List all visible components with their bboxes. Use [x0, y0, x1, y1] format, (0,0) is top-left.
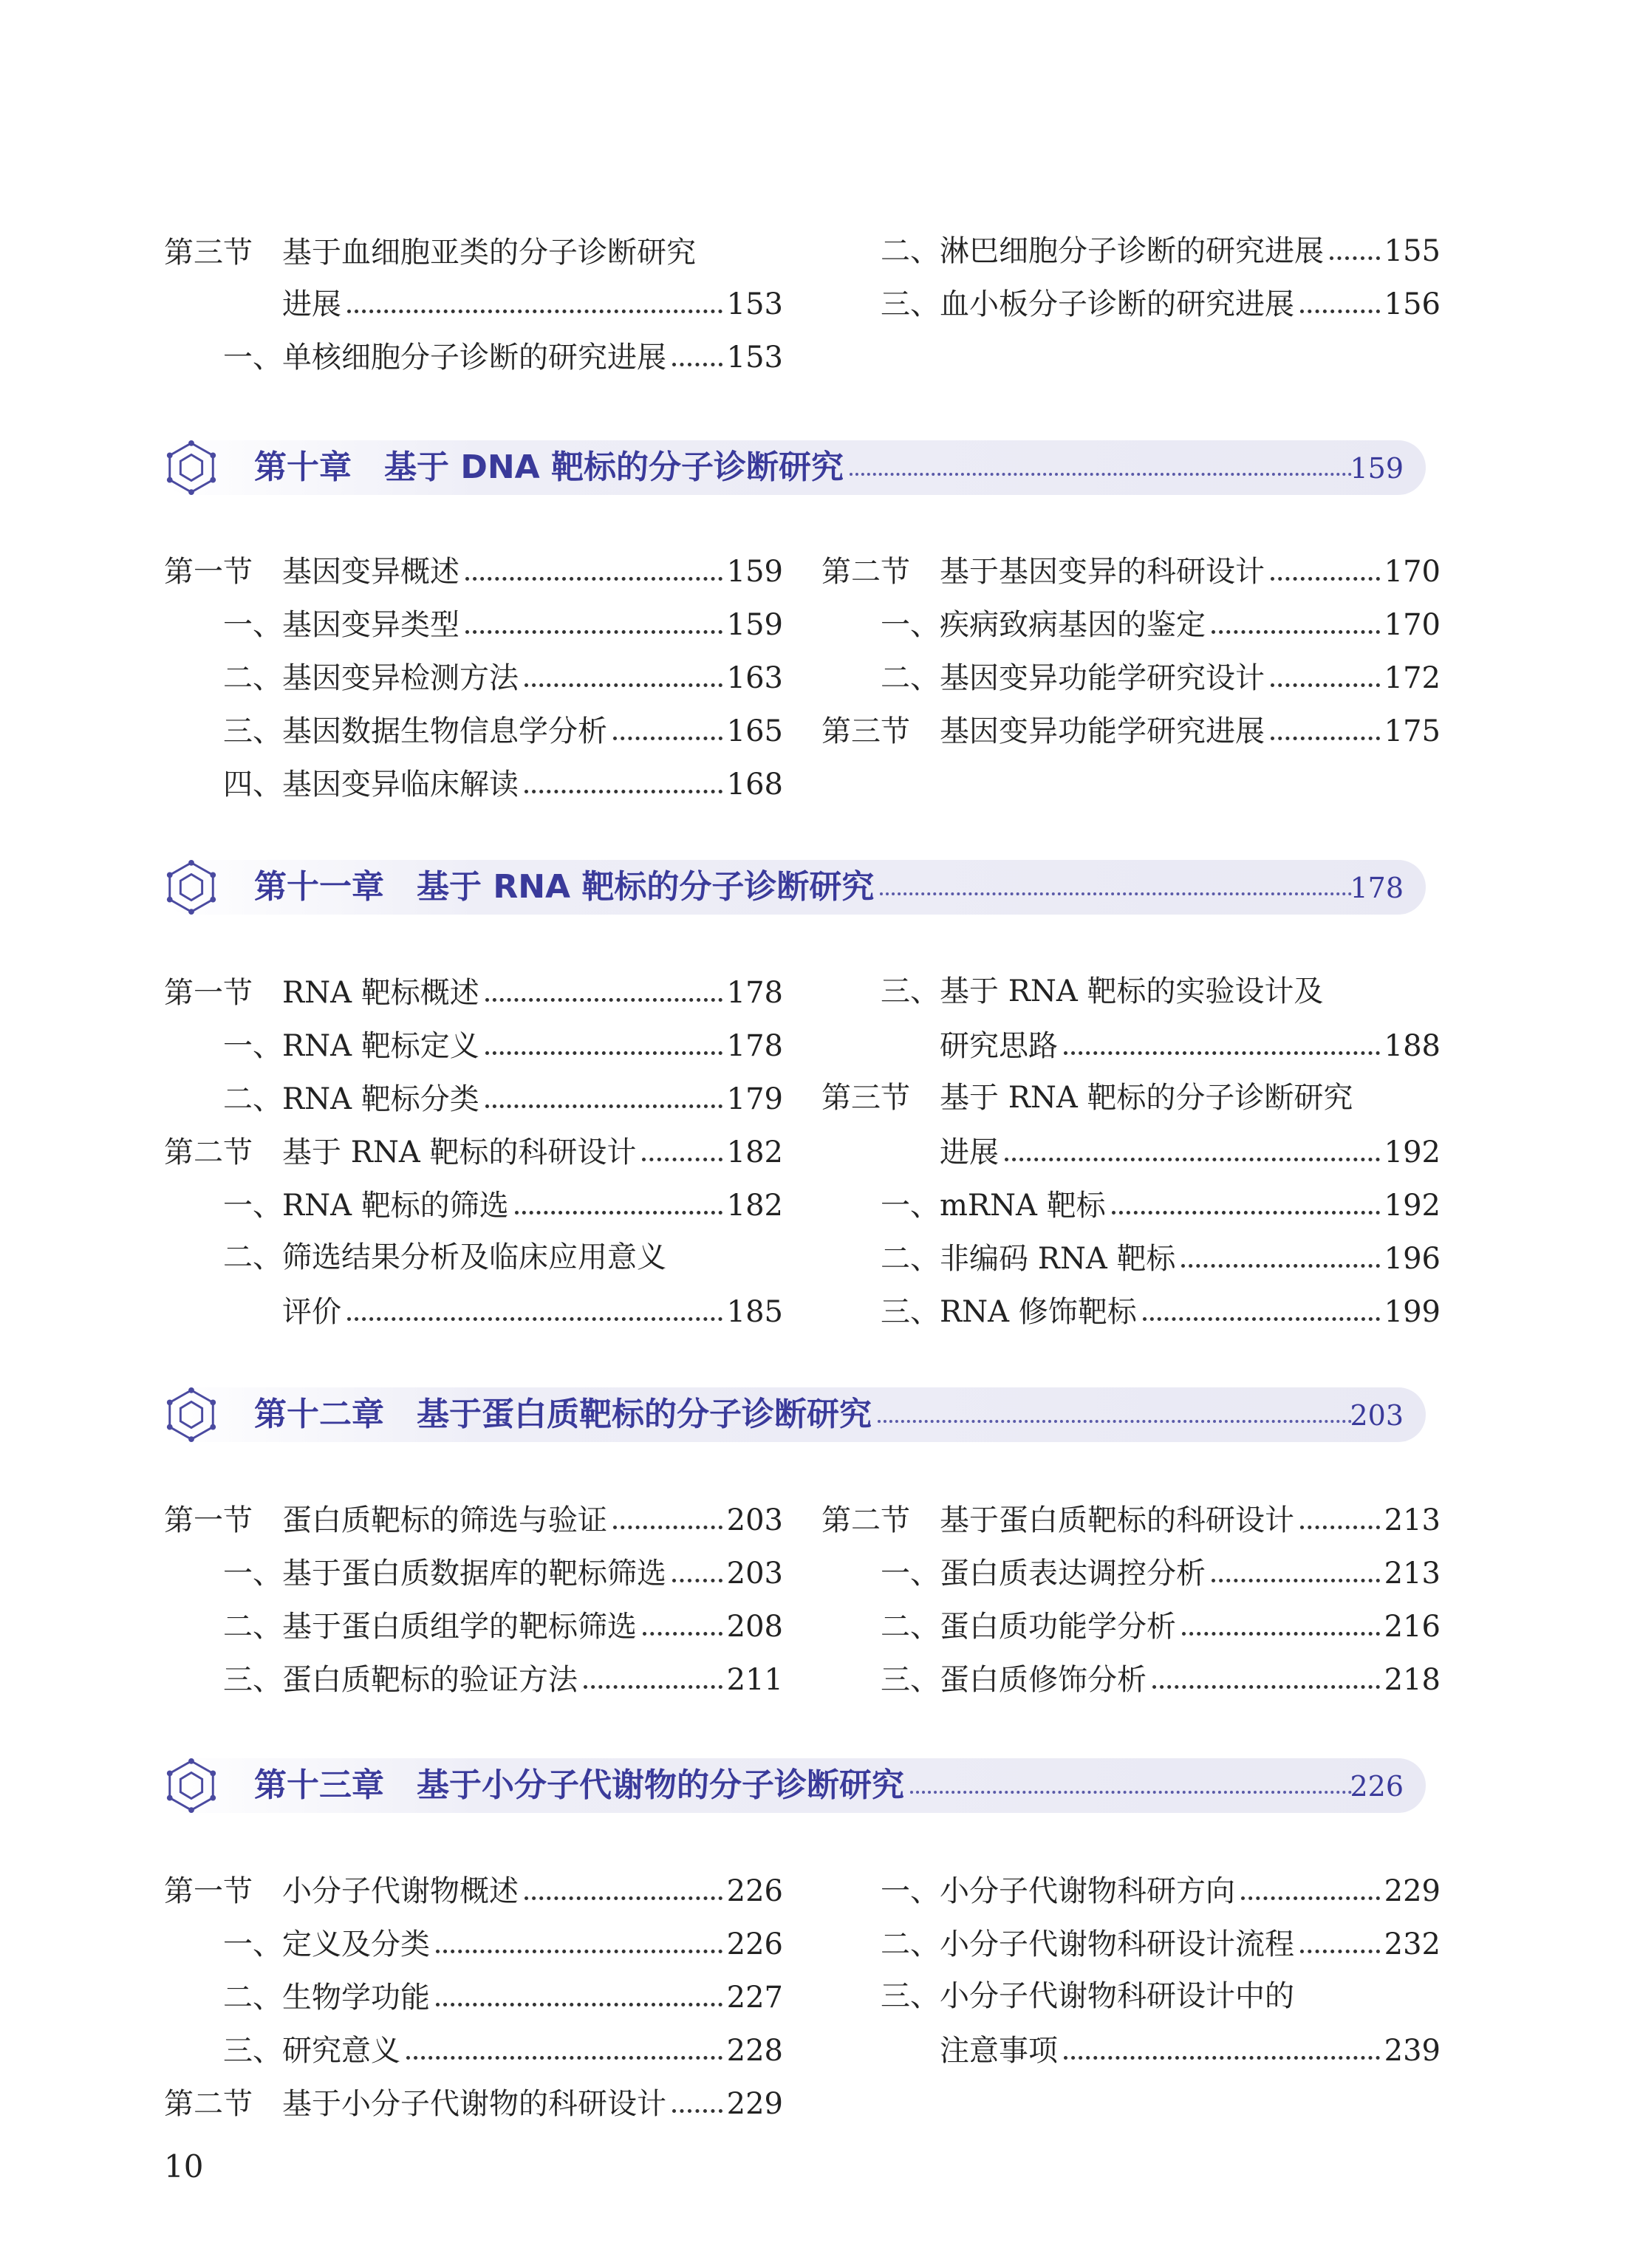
toc-entry-text: 第一节 RNA 靶标概述 [164, 976, 479, 1010]
toc-entry[interactable] [940, 1127, 1441, 1172]
toc-entry-text: 二、小分子代谢物科研设计流程 [881, 1927, 1294, 1961]
toc-entry[interactable] [223, 706, 783, 751]
toc-entry-text: 三、蛋白质靶标的验证方法 [223, 1663, 578, 1697]
leader-dots [1241, 1896, 1380, 1900]
hexagon-network-icon [163, 858, 220, 916]
toc-entry-text: 一、定义及分类 [223, 1927, 430, 1961]
toc-entry-text: 二、非编码 RNA 靶标 [881, 1242, 1176, 1276]
toc-entry[interactable] [881, 226, 1441, 270]
toc-page: 165 [726, 714, 783, 748]
toc-entry-text[interactable]: 二、筛选结果分析及临床应用意义 [223, 1240, 666, 1274]
toc-section-title[interactable]: 第三节 基于血细胞亚类的分子诊断研究 [164, 236, 696, 270]
toc-entry[interactable] [940, 1021, 1441, 1065]
toc-entry[interactable] [821, 1495, 1441, 1540]
toc-page: 239 [1384, 2034, 1441, 2068]
toc-entry[interactable] [881, 279, 1441, 324]
leader-dots [465, 630, 722, 634]
leader-dots [1271, 737, 1380, 740]
leader-dots [642, 1158, 722, 1161]
toc-entry[interactable] [881, 1655, 1441, 1699]
toc-entry-text: 三、基因数据生物信息学分析 [223, 714, 607, 748]
leader-dots [1064, 2056, 1380, 2060]
toc-page: 188 [1384, 1029, 1441, 1063]
toc-entry-text: 一、基于蛋白质数据库的靶标筛选 [223, 1557, 666, 1591]
toc-entry[interactable] [164, 1127, 783, 1172]
toc-page: 228 [726, 2034, 783, 2068]
toc-page: 229 [1384, 1874, 1441, 1908]
toc-entry-text: 二、基于蛋白质组学的靶标筛选 [223, 1610, 637, 1644]
toc-page: 185 [726, 1295, 783, 1329]
toc-page: 178 [726, 976, 783, 1010]
leader-dots [613, 737, 722, 740]
toc-entry-text: 研究思路 [940, 1029, 1058, 1063]
toc-entry-text: 一、RNA 靶标的筛选 [223, 1189, 509, 1223]
hexagon-network-icon [163, 1386, 220, 1444]
toc-page: 153 [726, 287, 783, 321]
toc-entry-text: 第一节 小分子代谢物概述 [164, 1874, 519, 1908]
toc-page: 203 [726, 1503, 783, 1537]
toc-page: 196 [1384, 1242, 1441, 1276]
chapter-13-bar[interactable] [163, 1758, 1426, 1813]
toc-entry[interactable] [881, 600, 1441, 644]
leader-dots [1182, 1632, 1380, 1636]
toc-entry-text: 进展 [282, 287, 341, 321]
chapter-title: 第十三章 基于小分子代谢物的分子诊断研究 [254, 1766, 904, 1804]
leader-dots [515, 1211, 722, 1215]
toc-page: 199 [1384, 1295, 1441, 1329]
leader-dots [347, 310, 722, 313]
toc-page: 155 [1384, 234, 1441, 268]
toc-entry-text: 二、基因变异功能学研究设计 [881, 661, 1265, 695]
toc-entry-text: 评价 [282, 1295, 341, 1329]
leader-dots [1064, 1051, 1380, 1055]
toc-entry-text: 注意事项 [940, 2034, 1058, 2068]
toc-page: 159 [726, 608, 783, 642]
toc-entry[interactable] [821, 547, 1441, 591]
leader-dots [1300, 1526, 1380, 1529]
leader-dots [1181, 1264, 1379, 1268]
chapter-title: 第十章 基于 DNA 靶标的分子诊断研究 [254, 448, 844, 486]
toc-entry-text: 二、RNA 靶标分类 [223, 1082, 479, 1116]
leader-dots [1005, 1158, 1380, 1161]
toc-entry-text: 一、mRNA 靶标 [881, 1189, 1106, 1223]
toc-entry-text: 三、蛋白质修饰分析 [881, 1663, 1147, 1697]
toc-entry[interactable] [223, 600, 783, 644]
leader-dots [613, 1526, 722, 1529]
toc-page: 213 [1384, 1557, 1441, 1591]
toc-entry-text: 四、基因变异临床解读 [223, 768, 519, 802]
leader-dots [1300, 310, 1380, 313]
toc-entry[interactable] [821, 706, 1441, 751]
leader-dots [436, 1950, 722, 1953]
toc-entry[interactable] [223, 1548, 783, 1593]
leader-dots [1271, 683, 1380, 687]
leader-dots [878, 1420, 1352, 1423]
toc-page: 156 [1384, 287, 1441, 321]
toc-entry[interactable] [881, 1287, 1441, 1331]
toc-entry[interactable] [223, 332, 783, 377]
toc-entry[interactable] [223, 653, 783, 697]
toc-page: 159 [726, 555, 783, 589]
leader-dots [525, 790, 722, 793]
toc-page: 226 [726, 1927, 783, 1961]
toc-entry[interactable] [164, 968, 783, 1012]
toc-entry-text: 第一节 蛋白质靶标的筛选与验证 [164, 1503, 607, 1537]
leader-dots [485, 1104, 722, 1108]
toc-entry-text: 一、小分子代谢物科研方向 [881, 1874, 1235, 1908]
toc-page: 163 [726, 661, 783, 695]
toc-entry-text: 第二节 基于 RNA 靶标的科研设计 [164, 1135, 637, 1169]
toc-entry-text: 第二节 基于蛋白质靶标的科研设计 [821, 1503, 1294, 1537]
toc-page: 216 [1384, 1610, 1441, 1644]
toc-entry-text: 三、RNA 修饰靶标 [881, 1295, 1137, 1329]
chapter-title: 第十一章 基于 RNA 靶标的分子诊断研究 [254, 868, 875, 906]
leader-dots [525, 683, 722, 687]
toc-entry-text: 一、蛋白质表达调控分析 [881, 1557, 1206, 1591]
toc-page: 182 [726, 1189, 783, 1223]
toc-entry[interactable] [282, 279, 783, 324]
leader-dots [1212, 1579, 1380, 1582]
leader-dots [1152, 1685, 1380, 1689]
leader-dots [643, 1632, 722, 1636]
toc-entry[interactable] [223, 1181, 783, 1225]
leader-dots [465, 577, 722, 581]
toc-entry[interactable] [164, 1495, 783, 1540]
toc-page: 179 [726, 1082, 783, 1116]
toc-entry[interactable] [223, 1972, 783, 2017]
chapter-page: 226 [1350, 1770, 1404, 1803]
leader-dots [672, 1579, 722, 1582]
toc-page: 175 [1384, 714, 1441, 748]
toc-entry[interactable] [881, 1181, 1441, 1225]
chapter-title: 第十二章 基于蛋白质靶标的分子诊断研究 [254, 1396, 872, 1433]
toc-page: 218 [1384, 1663, 1441, 1697]
toc-entry-text: 一、单核细胞分子诊断的研究进展 [223, 341, 666, 375]
toc-entry[interactable] [223, 1074, 783, 1118]
chapter-11-bar[interactable] [163, 860, 1426, 915]
leader-dots [1143, 1317, 1380, 1321]
toc-entry[interactable] [282, 1287, 783, 1331]
leader-dots [1300, 1950, 1380, 1953]
leader-dots [880, 892, 1352, 895]
toc-entry[interactable] [223, 1602, 783, 1646]
toc-page: 192 [1384, 1135, 1441, 1169]
toc-entry-text[interactable]: 三、小分子代谢物科研设计中的 [881, 1979, 1294, 2013]
toc-entry-text: 进展 [940, 1135, 999, 1169]
toc-entry[interactable] [881, 1234, 1441, 1278]
toc-page: 232 [1384, 1927, 1441, 1961]
toc-page: 208 [726, 1610, 783, 1644]
leader-dots [672, 363, 722, 366]
toc-entry-text: 第一节 基因变异概述 [164, 555, 459, 589]
toc-page: 211 [726, 1663, 783, 1697]
leader-dots [1271, 577, 1380, 581]
toc-entry[interactable] [881, 1548, 1441, 1593]
toc-entry[interactable] [223, 759, 783, 804]
toc-entry-text: 二、基因变异检测方法 [223, 661, 519, 695]
leader-dots [1112, 1211, 1380, 1215]
toc-entry[interactable] [881, 1602, 1441, 1646]
toc-page: 192 [1384, 1189, 1441, 1223]
toc-entry-text: 二、蛋白质功能学分析 [881, 1610, 1176, 1644]
toc-page: 226 [726, 1874, 783, 1908]
leader-dots [1330, 256, 1380, 260]
leader-dots [850, 473, 1352, 476]
toc-entry[interactable] [164, 547, 783, 591]
toc-entry[interactable] [940, 2026, 1441, 2070]
leader-dots [406, 2056, 722, 2060]
toc-entry[interactable] [164, 2079, 783, 2123]
toc-section-title[interactable]: 第三节 基于 RNA 靶标的分子诊断研究 [821, 1081, 1353, 1115]
chapter-page: 178 [1350, 872, 1404, 904]
toc-page: 203 [726, 1557, 783, 1591]
leader-dots [485, 1051, 722, 1055]
page-number: 10 [164, 2148, 204, 2185]
leader-dots [672, 2109, 722, 2113]
chapter-page: 203 [1350, 1399, 1404, 1432]
toc-page: 172 [1384, 661, 1441, 695]
toc-entry-text: 三、研究意义 [223, 2034, 400, 2068]
toc-entry-text: 第三节 基因变异功能学研究进展 [821, 714, 1265, 748]
toc-entry[interactable] [881, 1866, 1441, 1910]
toc-page: 178 [726, 1029, 783, 1063]
toc-entry-text: 一、基因变异类型 [223, 608, 459, 642]
toc-entry-text: 第二节 基于小分子代谢物的科研设计 [164, 2087, 666, 2121]
toc-entry[interactable] [223, 1919, 783, 1964]
leader-dots [347, 1317, 722, 1321]
toc-entry[interactable] [223, 1021, 783, 1065]
leader-dots [910, 1791, 1352, 1794]
leader-dots [436, 2003, 722, 2006]
chapter-12-bar[interactable] [163, 1387, 1426, 1442]
leader-dots [584, 1685, 722, 1689]
toc-page: 229 [726, 2087, 783, 2121]
toc-entry-text[interactable]: 三、基于 RNA 靶标的实验设计及 [881, 974, 1324, 1008]
toc-page: 153 [726, 341, 783, 375]
toc-entry[interactable] [223, 2026, 783, 2070]
chapter-page: 159 [1350, 452, 1404, 485]
toc-entry-text: 第二节 基于基因变异的科研设计 [821, 555, 1265, 589]
toc-page: 170 [1384, 555, 1441, 589]
toc-page: 213 [1384, 1503, 1441, 1537]
toc-entry-text: 一、疾病致病基因的鉴定 [881, 608, 1206, 642]
toc-entry[interactable] [164, 1866, 783, 1910]
leader-dots [1212, 630, 1380, 634]
toc-page: 182 [726, 1135, 783, 1169]
leader-dots [525, 1896, 722, 1900]
hexagon-network-icon [163, 1757, 220, 1814]
toc-entry[interactable] [881, 653, 1441, 697]
toc-entry[interactable] [223, 1655, 783, 1699]
toc-entry-text: 二、淋巴细胞分子诊断的研究进展 [881, 234, 1324, 268]
toc-entry-text: 三、血小板分子诊断的研究进展 [881, 287, 1294, 321]
toc-entry-text: 一、RNA 靶标定义 [223, 1029, 479, 1063]
toc-entry-text: 二、生物学功能 [223, 1981, 430, 2015]
leader-dots [485, 998, 722, 1002]
hexagon-network-icon [163, 439, 220, 496]
chapter-10-bar[interactable] [163, 440, 1426, 495]
toc-page: 227 [726, 1981, 783, 2015]
toc-entry[interactable] [881, 1919, 1441, 1964]
toc-page: 168 [726, 768, 783, 802]
toc-page: 170 [1384, 608, 1441, 642]
